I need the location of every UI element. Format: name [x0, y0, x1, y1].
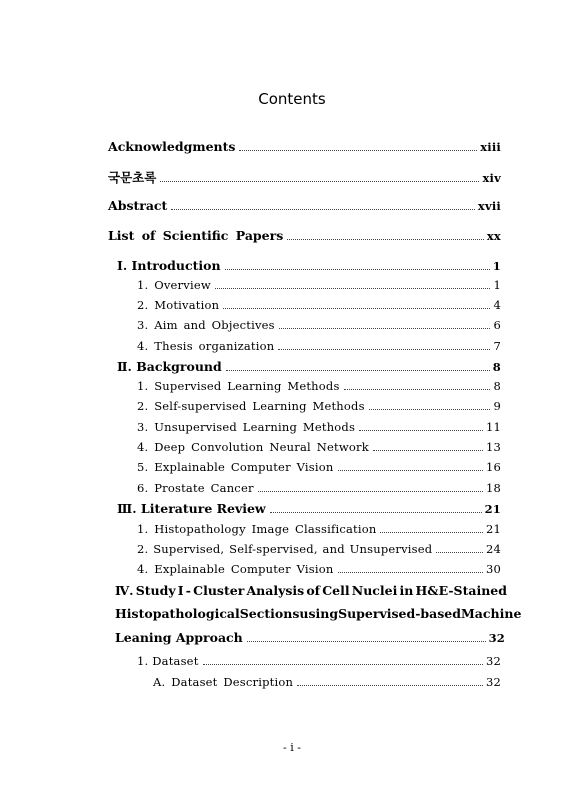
word: in: [399, 583, 414, 598]
toc-entry-page: 18: [485, 481, 501, 495]
toc-section-4-1[interactable]: [137, 654, 501, 668]
toc-entry-page: 8: [493, 379, 501, 393]
toc-entry-page: xiii: [480, 140, 501, 154]
leader-dots: [258, 491, 483, 492]
toc-entry-page: 8: [492, 360, 501, 374]
toc-entry-page: 16: [485, 460, 501, 474]
toc-entry-abstract[interactable]: [108, 198, 501, 213]
toc-entry-label: 2. Supervised, Self-spervised, and Unsupervised: [137, 542, 433, 556]
toc-subsection-4-1-a[interactable]: [153, 675, 501, 689]
toc-entry-label: 2. Self-supervised Learning Methods: [137, 399, 365, 413]
toc-entry-korean-abstract[interactable]: [108, 168, 501, 186]
toc-chapter-2[interactable]: [117, 359, 501, 374]
toc-entry-label: 1. Supervised Learning Methods: [137, 379, 340, 393]
toc-entry-label: 1. Histopathology Image Classification: [137, 522, 377, 536]
toc-entry-page: 1: [492, 259, 501, 273]
word: Ⅳ.: [115, 583, 134, 598]
toc-entry-page: 11: [485, 420, 501, 434]
toc-entry-label: Ⅱ. Background: [117, 359, 222, 374]
toc-entry-page: 24: [485, 542, 501, 556]
toc-entry-label: 4. Explainable Computer Vision: [137, 562, 334, 576]
toc-section-1-3[interactable]: [137, 318, 501, 332]
toc-entry-page: 32: [485, 654, 501, 668]
word: Sections: [239, 606, 300, 621]
toc-entry-label: Ⅰ. Introduction: [117, 258, 221, 273]
toc-entry-page: xvii: [477, 199, 501, 213]
leader-dots: [380, 532, 482, 533]
toc-entry-page: xx: [486, 229, 501, 243]
toc-entry-page: 21: [485, 522, 501, 536]
leader-dots: [215, 288, 491, 289]
word: using: [299, 606, 339, 621]
word: Histopathological: [115, 606, 240, 621]
toc-entry-page: 9: [493, 399, 501, 413]
toc-entry-page: 6: [493, 318, 501, 332]
toc-entry-acknowledgments[interactable]: [108, 139, 501, 154]
toc-section-2-6[interactable]: [137, 481, 501, 495]
toc-section-1-4[interactable]: [137, 339, 501, 353]
toc-chapter-3[interactable]: [117, 501, 501, 516]
toc-chapter-4-line-3[interactable]: [115, 630, 505, 645]
toc-entry-label: 5. Explainable Computer Vision: [137, 460, 334, 474]
leader-dots: [278, 349, 490, 350]
leader-dots: [226, 370, 490, 371]
leader-dots: [171, 209, 475, 210]
toc-entry-label: Acknowledgments: [108, 139, 236, 154]
leader-dots: [369, 409, 491, 410]
toc-entry-label: Abstract: [108, 198, 168, 213]
toc-entry-label: 4. Thesis organization: [137, 339, 275, 353]
leader-dots: [287, 239, 484, 240]
word: Cluster: [193, 583, 245, 598]
toc-entry-label: 1. Overview: [137, 278, 211, 292]
toc-entry-page: 7: [493, 339, 501, 353]
word: -: [185, 583, 191, 598]
toc-section-2-5[interactable]: [137, 460, 501, 474]
toc-entry-page: 32: [488, 631, 505, 645]
toc-entry-label: 1. Dataset: [137, 654, 199, 668]
toc-section-2-4[interactable]: [137, 440, 501, 454]
leader-dots: [203, 664, 483, 665]
word: I: [177, 583, 184, 598]
leader-dots: [160, 181, 479, 182]
leader-dots: [239, 150, 477, 151]
word: of: [306, 583, 321, 598]
word: Supervised-based: [338, 606, 461, 621]
toc-entry-page: xiv: [482, 171, 501, 185]
toc-entry-page: 4: [493, 298, 501, 312]
word: Nuclei: [351, 583, 398, 598]
leader-dots: [344, 389, 491, 390]
toc-chapter-4-line-2[interactable]: [115, 606, 522, 621]
toc-entry-label: A. Dataset Description: [153, 675, 294, 689]
toc-entry-label: 3. Aim and Objectives: [137, 318, 275, 332]
toc-section-3-1[interactable]: [137, 522, 501, 536]
leader-dots: [270, 512, 482, 513]
leader-dots: [247, 641, 486, 642]
toc-entry-label: Ⅲ. Literature Review: [117, 501, 266, 516]
toc-entry-page: 13: [485, 440, 501, 454]
toc-entry-label: 국문초록: [108, 170, 157, 185]
toc-entry-label: 6. Prostate Cancer: [137, 481, 254, 495]
toc-section-3-2[interactable]: [137, 542, 501, 556]
leader-dots: [436, 552, 483, 553]
toc-entry-page: 32: [485, 675, 501, 689]
toc-chapter-4-line-1[interactable]: [115, 583, 507, 598]
word: Cell: [322, 583, 350, 598]
toc-entry-label: Leaning Approach: [115, 630, 243, 645]
toc-chapter-1[interactable]: [117, 258, 501, 273]
page-number-footer: - i -: [283, 741, 301, 754]
toc-section-2-3[interactable]: [137, 420, 501, 434]
leader-dots: [338, 572, 483, 573]
toc-entry-list-of-papers[interactable]: [108, 228, 501, 243]
toc-entry-label: 3. Unsupervised Learning Methods: [137, 420, 356, 434]
word: H&E-Stained: [415, 583, 507, 598]
leader-dots: [338, 470, 483, 471]
toc-section-2-1[interactable]: [137, 379, 501, 393]
toc-section-1-2[interactable]: [137, 298, 501, 312]
leader-dots: [373, 450, 483, 451]
word: Study: [135, 583, 176, 598]
toc-section-1-1[interactable]: [137, 278, 501, 292]
toc-entry-page: 1: [493, 278, 501, 292]
toc-section-2-2[interactable]: [137, 399, 501, 413]
toc-entry-label: 4. Deep Convolution Neural Network: [137, 440, 369, 454]
leader-dots: [279, 328, 491, 329]
leader-dots: [359, 430, 483, 431]
toc-entry-page: 30: [485, 562, 501, 576]
word: Machine: [460, 606, 522, 621]
toc-entry-label: 2. Motivation: [137, 298, 220, 312]
leader-dots: [223, 308, 490, 309]
justified-line: [115, 606, 522, 621]
justified-line: [115, 583, 507, 598]
toc-section-3-4[interactable]: [137, 562, 501, 576]
toc-entry-label: List of Scientific Papers: [108, 228, 284, 243]
leader-dots: [297, 685, 483, 686]
leader-dots: [225, 269, 490, 270]
word: Analysis: [246, 583, 305, 598]
toc-entry-page: 21: [484, 502, 501, 516]
page-title: Contents: [258, 90, 326, 108]
